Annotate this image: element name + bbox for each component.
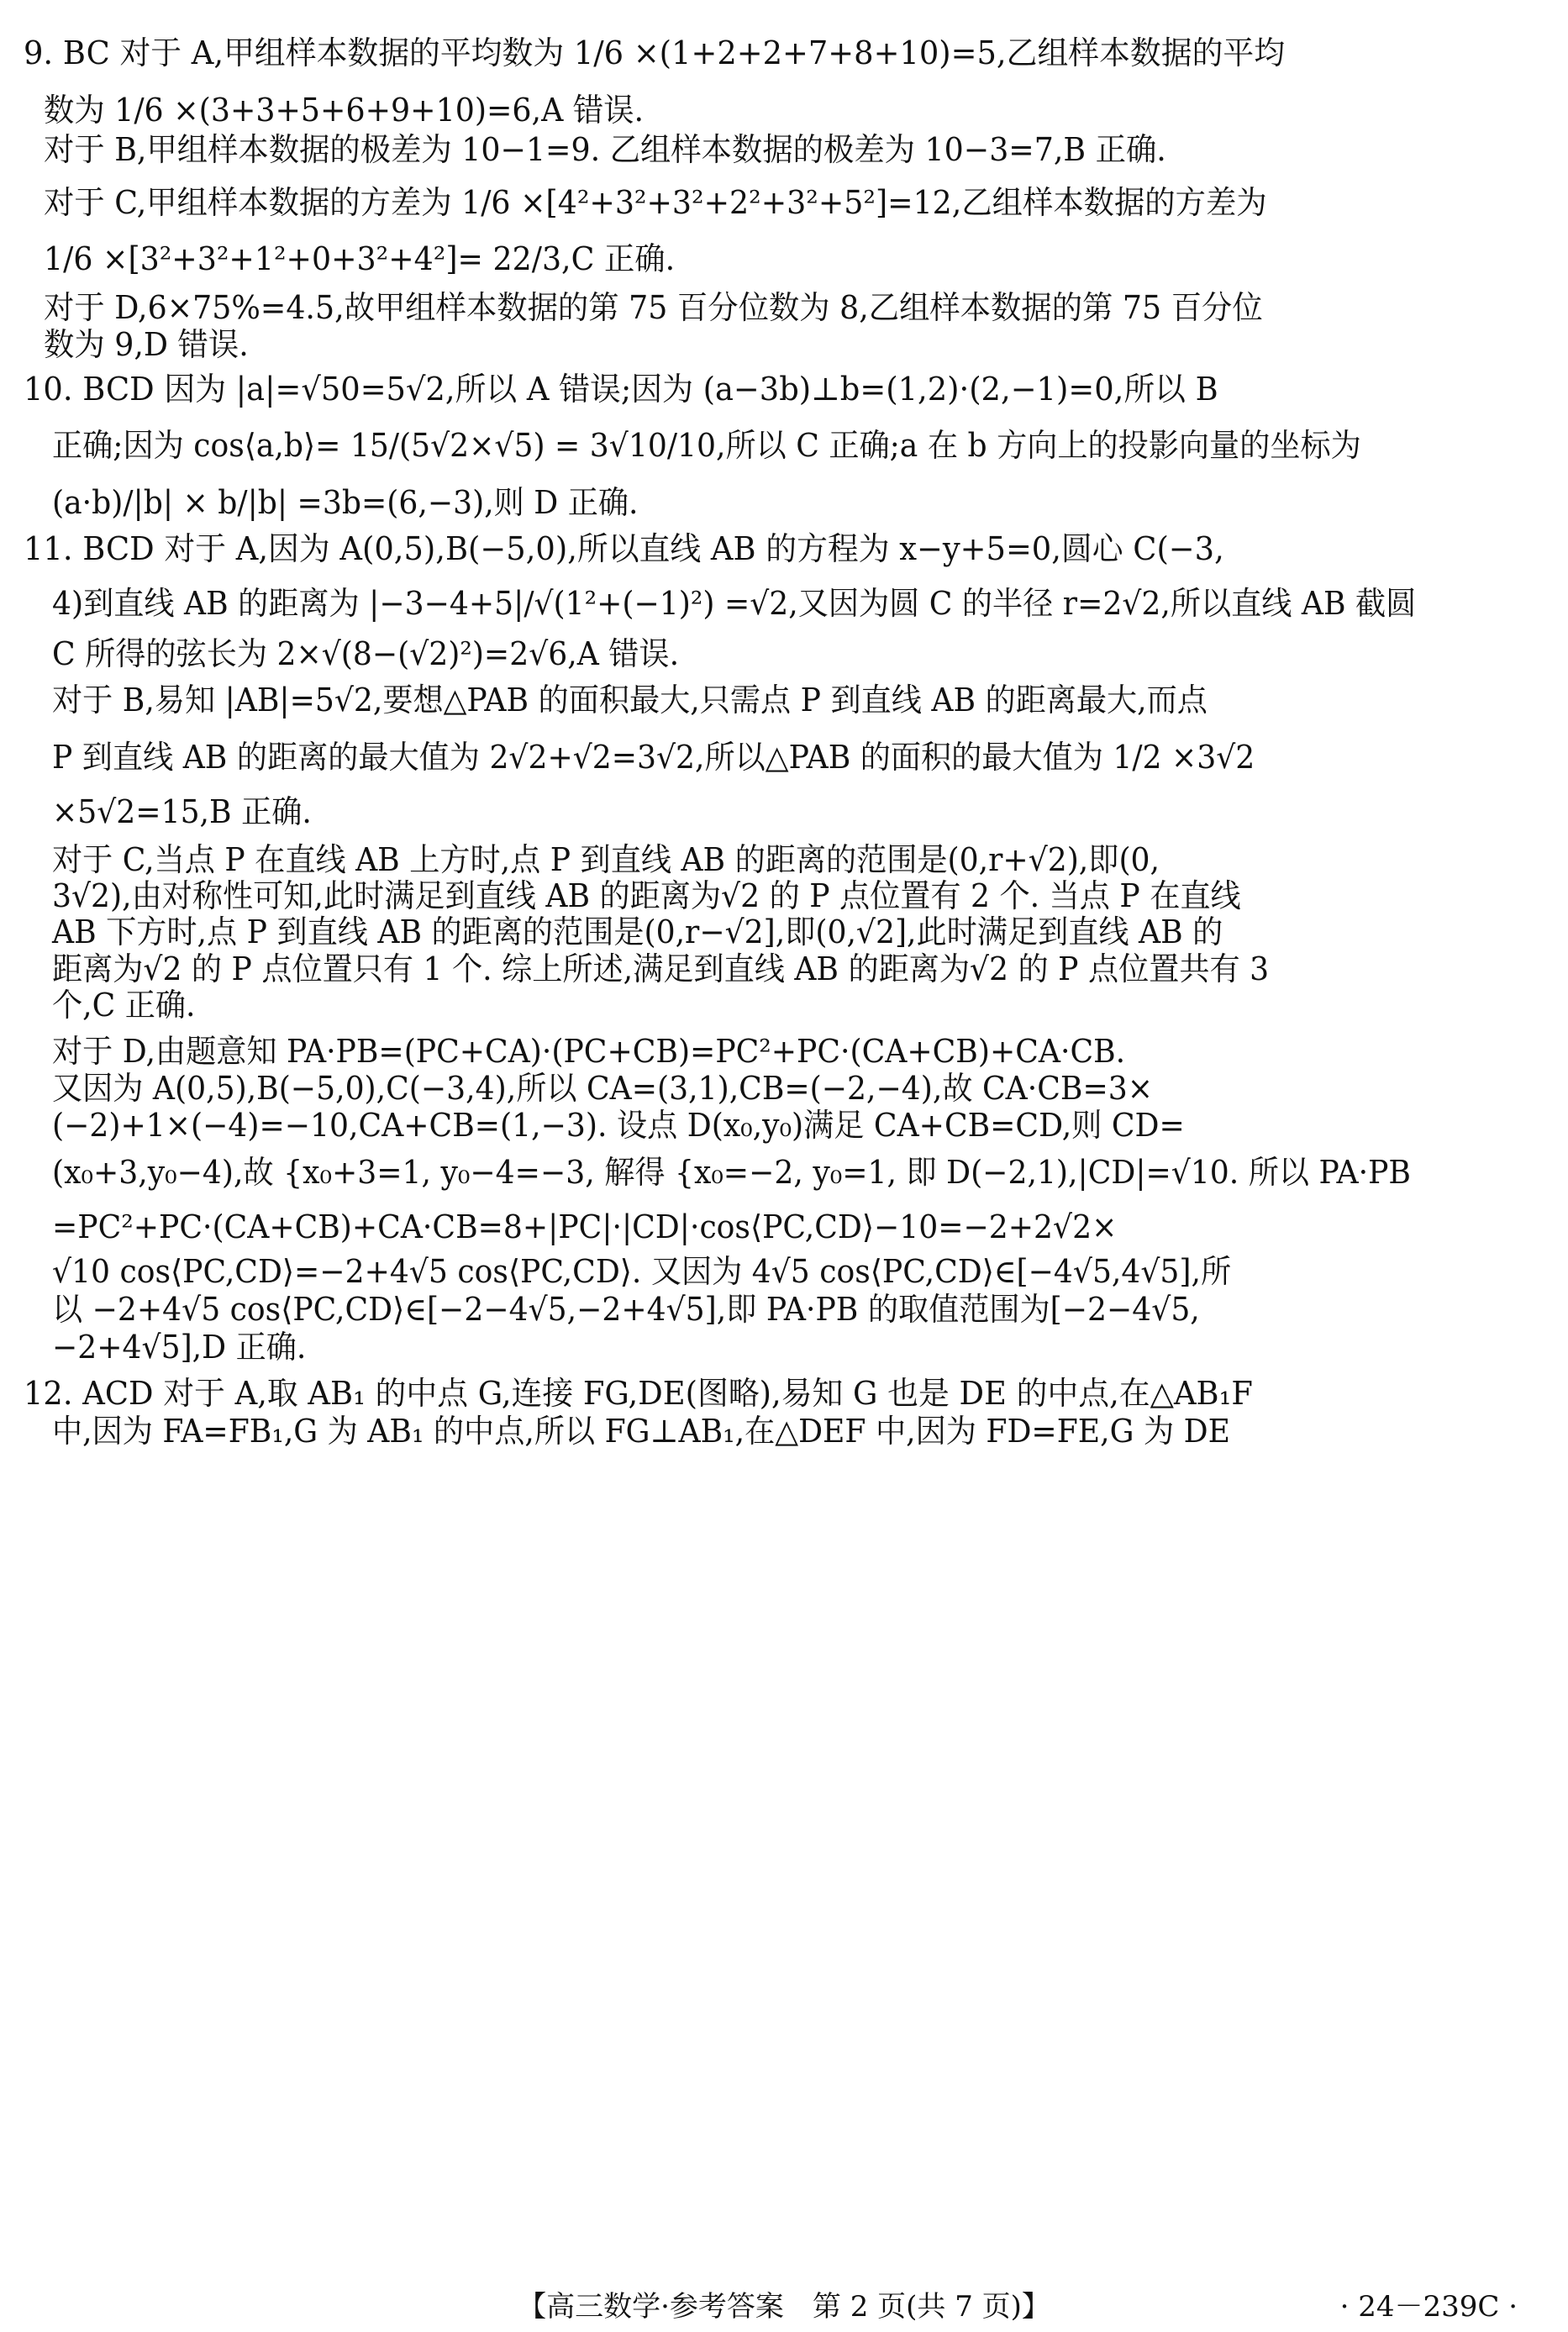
text-line: 正确;因为 cos⟨a,b⟩= 15/(5√2×√5) = 3√10/10,所以 C 正确;a 在 b 方向上的投影向量的坐标为 [52,427,1361,464]
text-line: AB 下方时,点 P 到直线 AB 的距离的范围是(0,r−√2],即(0,√2],此时满足到直线 AB 的 [52,913,1223,950]
text-line: 对于 B,易知 |AB|=5√2,要想△PAB 的面积最大,只需点 P 到直线 AB 的距离最大,而点 [52,682,1208,719]
text-line: 4)到直线 AB 的距离为 |−3−4+5|/√(1²+(−1)²) =√2,又因为圆 C 的半径 r=2√2,所以直线 AB 截圆 [52,585,1417,622]
text-line: −2+4√5],D 正确. [52,1329,307,1366]
text-line: 对于 D,由题意知 PA·PB=(PC+CA)·(PC+CB)=PC²+PC·(CA+CB)+CA·CB. [52,1033,1126,1070]
footer-code: · 24－239C · [1339,2290,1518,2324]
text-line: C 所得的弦长为 2×√(8−(√2)²)=2√6,A 错误. [52,635,680,672]
text-line: ×5√2=15,B 正确. [52,793,312,830]
text-line: 3√2),由对称性可知,此时满足到直线 AB 的距离为√2 的 P 点位置有 2 个. 当点 P 在直线 [52,877,1241,914]
text-line: 12. ACD 对于 A,取 AB₁ 的中点 G,连接 FG,DE(图略),易知 G 也是 DE 的中点,在△AB₁F [24,1375,1253,1412]
text-line: 对于 D,6×75%=4.5,故甲组样本数据的第 75 百分位数为 8,乙组样本数据的第 75 百分位 [44,289,1263,326]
text-line: 以 −2+4√5 cos⟨PC,CD⟩∈[−2−4√5,−2+4√5],即 PA·PB 的取值范围为[−2−4√5, [52,1291,1200,1328]
text-line: 中,因为 FA=FB₁,G 为 AB₁ 的中点,所以 FG⊥AB₁,在△DEF 中,因为 FD=FE,G 为 DE [52,1413,1230,1450]
text-line: P 到直线 AB 的距离的最大值为 2√2+√2=3√2,所以△PAB 的面积的最大值为 1/2 ×3√2 [52,739,1255,776]
text-line: 11. BCD 对于 A,因为 A(0,5),B(−5,0),所以直线 AB 的方程为 x−y+5=0,圆心 C(−3, [24,530,1224,567]
text-line: (−2)+1×(−4)=−10,CA+CB=(1,−3). 设点 D(x₀,y₀)满足 CA+CB=CD,则 CD= [52,1107,1185,1144]
text-line: 数为 9,D 错误. [44,326,249,363]
text-line: 个,C 正确. [52,987,196,1024]
text-line: (x₀+3,y₀−4),故 {x₀+3=1, y₀−4=−3, 解得 {x₀=−2, y₀=1, 即 D(−2,1),|CD|=√10. 所以 PA·PB [52,1154,1411,1191]
text-line: 1/6 ×[3²+3²+1²+0+3²+4²]= 22/3,C 正确. [44,240,676,277]
text-line: 数为 1/6 ×(3+3+5+6+9+10)=6,A 错误. [44,92,645,129]
text-line: 9. BC 对于 A,甲组样本数据的平均数为 1/6 ×(1+2+2+7+8+10)=5,乙组样本数据的平均 [24,34,1286,71]
footer-page-info: 【高三数学·参考答案 第 2 页(共 7 页)】 [518,2290,1050,2324]
text-line: =PC²+PC·(CA+CB)+CA·CB=8+|PC|·|CD|·cos⟨PC,CD⟩−10=−2+2√2× [52,1208,1118,1245]
text-line: √10 cos⟨PC,CD⟩=−2+4√5 cos⟨PC,CD⟩. 又因为 4√5 cos⟨PC,CD⟩∈[−4√5,4√5],所 [52,1253,1232,1290]
page-footer [0,2286,1568,2328]
text-line: 对于 C,当点 P 在直线 AB 上方时,点 P 到直线 AB 的距离的范围是(0,r+√2),即(0, [52,841,1160,878]
text-line: (a·b)/|b| × b/|b| =3b=(6,−3),则 D 正确. [52,484,639,521]
text-line: 对于 C,甲组样本数据的方差为 1/6 ×[4²+3²+3²+2²+3²+5²]=12,乙组样本数据的方差为 [44,184,1267,221]
text-line: 对于 B,甲组样本数据的极差为 10−1=9. 乙组样本数据的极差为 10−3=7,B 正确. [44,131,1166,168]
text-line: 10. BCD 因为 |a|=√50=5√2,所以 A 错误;因为 (a−3b)⊥b=(1,2)·(2,−1)=0,所以 B [24,371,1218,408]
text-line: 又因为 A(0,5),B(−5,0),C(−3,4),所以 CA=(3,1),CB=(−2,−4),故 CA·CB=3× [52,1070,1154,1107]
text-line: 距离为√2 的 P 点位置只有 1 个. 综上所述,满足到直线 AB 的距离为√2 的 P 点位置共有 3 [52,950,1270,987]
